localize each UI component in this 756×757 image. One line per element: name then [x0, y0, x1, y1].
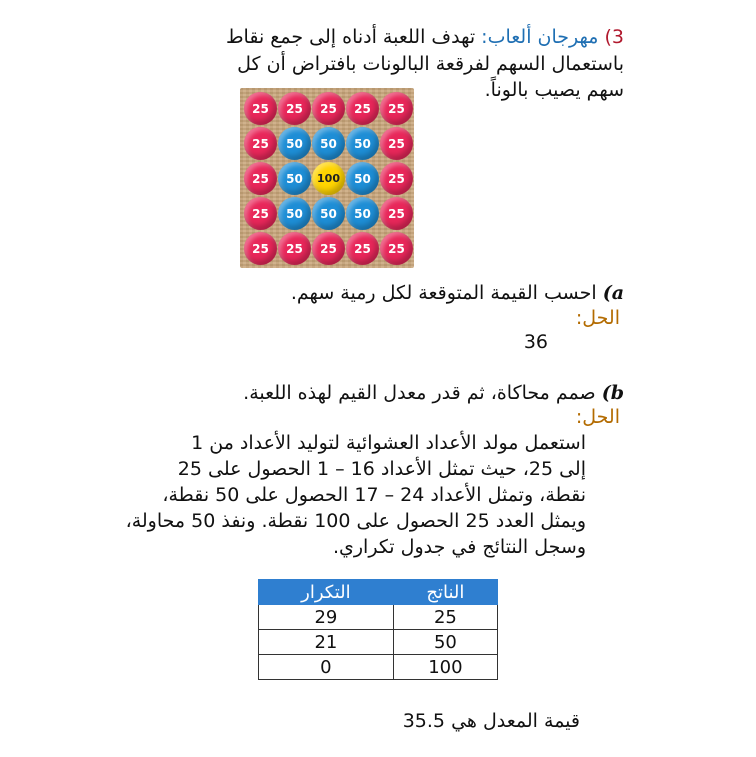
- balloon-25: 25: [346, 92, 379, 125]
- table-row: [259, 655, 498, 680]
- balloon-50: 50: [312, 127, 345, 160]
- balloon-50: 50: [278, 127, 311, 160]
- problem-number: 3): [604, 26, 624, 48]
- balloon-25: 25: [380, 232, 413, 265]
- balloon-25: 25: [312, 232, 345, 265]
- table-row: [259, 605, 498, 630]
- part-a-answer: 36: [523, 331, 548, 353]
- balloon-25: 25: [244, 92, 277, 125]
- balloon-100: 100: [312, 162, 345, 195]
- cell-outcome: 25: [393, 605, 497, 630]
- header-outcome: الناتج: [393, 580, 497, 605]
- cell-frequency: 21: [259, 630, 394, 655]
- balloon-50: 50: [346, 162, 379, 195]
- frequency-table: [258, 579, 498, 680]
- table-header-row: [259, 580, 498, 605]
- balloon-50: 50: [346, 197, 379, 230]
- balloon-50: 50: [278, 197, 311, 230]
- balloon-25: 25: [380, 92, 413, 125]
- balloon-25: 25: [244, 232, 277, 265]
- balloon-50: 50: [346, 127, 379, 160]
- balloon-25: 25: [380, 197, 413, 230]
- part-a-label: a): [602, 282, 624, 304]
- balloon-25: 25: [312, 92, 345, 125]
- problem-line-2: باستعمال السهم لفرقعة البالونات بافتراض أن كل: [237, 53, 624, 75]
- balloon-25: 25: [278, 92, 311, 125]
- balloon-25: 25: [244, 127, 277, 160]
- part-b-line-5: وسجل النتائج في جدول تكراري.: [332, 536, 586, 558]
- part-a-solution-label: الحل:: [575, 307, 620, 329]
- problem-line-1: تهدف اللعبة أدناه إلى جمع نقاط: [225, 26, 476, 48]
- cell-outcome: 100: [393, 655, 497, 680]
- part-b-solution-label: الحل:: [575, 406, 620, 428]
- part-b-line-4: ويمثل العدد 25 الحصول على 100 نقطة. ونفذ 50 محاولة،: [125, 510, 586, 532]
- part-a-text: احسب القيمة المتوقعة لكل رمية سهم.: [290, 282, 597, 304]
- table-row: [259, 630, 498, 655]
- header-frequency: التكرار: [259, 580, 394, 605]
- cell-frequency: 29: [259, 605, 394, 630]
- part-b-text: صمم محاكاة، ثم قدر معدل القيم لهذه اللعبة.: [243, 382, 596, 404]
- balloon-25: 25: [244, 162, 277, 195]
- cell-frequency: 0: [259, 655, 394, 680]
- balloon-25: 25: [244, 197, 277, 230]
- problem-line-3: سهم يصيب بالوناً.: [484, 79, 624, 101]
- balloon-50: 50: [312, 197, 345, 230]
- problem-heading: [226, 24, 624, 50]
- part-b-line-2: إلى 25، حيث تمثل الأعداد 16 – 1 الحصول على 25: [177, 458, 586, 480]
- part-a-question: [291, 280, 624, 306]
- part-b-line-3: نقطة، وتمثل الأعداد 24 – 17 الحصول على 50 نقطة،: [162, 484, 586, 506]
- part-b-label: b): [601, 382, 624, 404]
- part-b-question: [243, 380, 624, 406]
- balloon-25: 25: [380, 127, 413, 160]
- balloon-50: 50: [278, 162, 311, 195]
- balloon-25: 25: [278, 232, 311, 265]
- average-result: قيمة المعدل هي 35.5: [402, 710, 580, 732]
- cell-outcome: 50: [393, 630, 497, 655]
- balloon-25: 25: [346, 232, 379, 265]
- part-b-line-1: استعمل مولد الأعداد العشوائية لتوليد الأعداد من 1: [191, 432, 586, 454]
- balloon-board-image: [240, 88, 414, 268]
- problem-title: مهرجان ألعاب:: [481, 26, 599, 48]
- balloon-25: 25: [380, 162, 413, 195]
